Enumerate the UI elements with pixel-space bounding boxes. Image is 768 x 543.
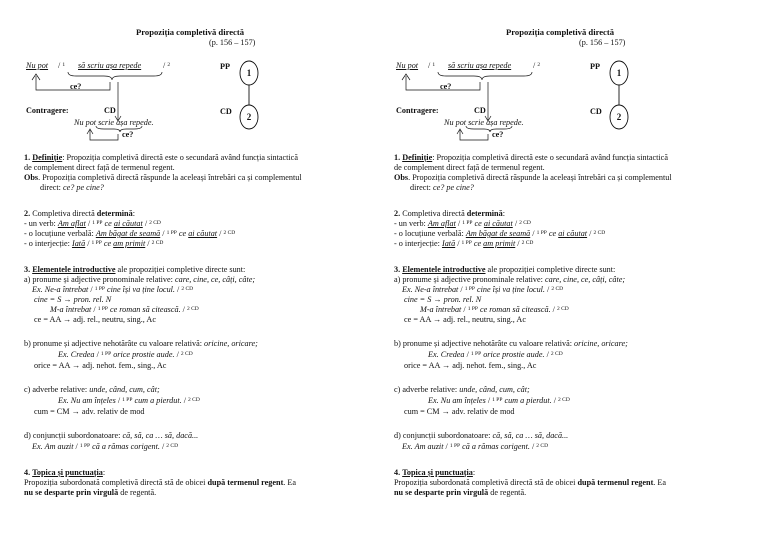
definition-line-1: 1. Definiție: Propoziția completivă directă este o secundară având funcția sintactică	[24, 153, 298, 162]
section-3d: d) conjuncții subordonatoare: că, să, ca … să, dacă...	[394, 431, 569, 440]
page-reference: (p. 156 – 157)	[209, 38, 256, 47]
contragere-sentence: Nu pot scrie așa repede.	[74, 118, 154, 127]
section-3a-analysis-1: cine = S → pron. rel. N	[34, 295, 112, 304]
contragere-label: Contragere:	[396, 106, 439, 115]
section-3d-example: Ex. Am auzit / $^{1 PP}$ că a rămas corigent. / $^{2 CD}$	[402, 442, 549, 451]
section-3a-example-1: Ex. Ne-a întrebat / $^{1 PP}$ cine își va ține locul. / $^{2 CD}$	[32, 285, 194, 294]
section-3a-example-2: M-a întrebat / $^{1 PP}$ ce roman să citească. / $^{2 CD}$	[50, 305, 199, 314]
obs-line-1: Obs. Propoziția completivă directă răspunde la aceleași întrebări ca și complementul	[394, 173, 672, 182]
diagram-question-2: ce?	[122, 130, 134, 139]
section-4-line-1: Propoziția subordonată completivă directă stă de obicei după termenul regent. Ea	[394, 478, 667, 487]
circle-2-number: 2	[246, 112, 252, 122]
section-3b-analysis: orice = AA → adj. nehot. fem., sing., Ac	[404, 361, 537, 370]
section-3a-analysis-2: ce = AA → adj. rel., neutru, sing., Ac	[34, 315, 156, 324]
obs-line-2: direct: ce? pe cine?	[40, 183, 104, 192]
section-3c: c) adverbe relative: unde, când, cum, cât;	[394, 385, 530, 394]
contragere-label: Contragere:	[26, 106, 69, 115]
section-3a: a) pronume și adjective pronominale relative: care, cine, ce, câți, câte;	[394, 275, 626, 284]
diagram-sup-2: 2	[167, 62, 171, 68]
section-4-heading: 4. Topica și punctuația:	[24, 468, 106, 477]
contragere-sentence: Nu pot scrie așa repede.	[444, 118, 524, 127]
section-2-verb: - un verb: Am aflat / $^{1 PP}$ ce ai căutat / $^{2 CD}$	[394, 219, 531, 228]
circle-2-number: 2	[616, 112, 622, 122]
section-3c: c) adverbe relative: unde, când, cum, cât;	[24, 385, 160, 394]
section-3a-example-2: M-a întrebat / $^{1 PP}$ ce roman să citească. / $^{2 CD}$	[420, 305, 569, 314]
definition-line-2: de complement direct față de termenul regent.	[24, 163, 175, 172]
contragere-cd: CD	[474, 106, 486, 115]
section-2-interjection: - o interjecție: Iată / $^{1 PP}$ ce am primit / $^{2 CD}$	[394, 239, 534, 248]
section-3c-example: Ex. Nu am înțeles / $^{1 PP}$ cum a pierdut. / $^{2 CD}$	[428, 396, 570, 405]
section-2-locution: - o locuțiune verbală: Am băgat de seamă / $^{1 PP}$ ce ai căutat / $^{2 CD}$	[24, 229, 236, 238]
section-3c-analysis: cum = CM → adv. relativ de mod	[404, 407, 515, 416]
section-3b-example: Ex. Credea / $^{1 PP}$ orice prostie aude. / $^{2 CD}$	[428, 350, 563, 359]
syntax-diagram	[24, 0, 394, 160]
diagram-sub-clause: să scriu așa repede	[78, 61, 142, 70]
page-title: Propoziția completivă directă	[506, 27, 615, 37]
section-2-interjection: - o interjecție: Iată / $^{1 PP}$ ce am primit / $^{2 CD}$	[24, 239, 164, 248]
column-left: Propoziția completivă directă (p. 156 – 157) Nu pot / $^1$ să scriu așa repede / $^2$ ce? PP CD 1 2 Contragere: CD Nu pot scrie așa repede. ce? 1. Definiție: Propoziția completivă directă este o secundară având funcția sintactică de complement direct față de termenul regent. Obs. Propoziția completivă directă răspunde la aceleași întrebări ca și complementul direct: ce? pe cine? 2. Completiva directă determină: - un verb: Am aflat / $^{1 PP}$ ce ai căutat / $^{2 CD}$ - o locuțiune verbală: Am băgat de seamă / $^{1 PP}$ ce ai căutat / $^{2 CD}$ - o interjecție: Iată / $^{1 PP}$ ce am primit / $^{2 CD}$ 3. Elementele introductive ale propoziției completive directe sunt: a) pronume și adjective pronominale relative: care, cine, ce, câți, câte; Ex. Ne-a întrebat / $^{1 PP}$ cine își va ține locul. / $^{2 CD}$ cine = S → pron. rel. N M-a întrebat / $^{1 PP}$ ce roman să citească. / $^{2 CD}$ ce = AA → adj. rel., neutru, sing., Ac b) pronume și adjective nehotărâte cu valoare relativă: oricine, oricare; Ex. Credea / $^{1 PP}$ orice prostie aude. / $^{2 CD}$ orice = AA → adj. nehot. fem., sing., Ac c) adverbe relative: unde, când, cum, cât; Ex. Nu am înțeles / $^{1 PP}$ cum a pierdut. / $^{2 CD}$ cum = CM → adv. relativ de mod d) conjuncții subordonatoare: că, să, ca … să, dacă... Ex. Am auzit / $^{1 PP}$ că a rămas corigent. / $^{2 CD}$ 4. Topica și punctuația: Propoziția subordonată completivă directă stă de obicei după termenul regent. Ea nu se desparte prin virgulă de regentă.	[24, 0, 394, 543]
pp-label: PP	[220, 62, 231, 71]
definition-line-2: de complement direct față de termenul regent.	[394, 163, 545, 172]
cd-label: CD	[590, 107, 602, 116]
obs-line-1: Obs. Propoziția completivă directă răspunde la aceleași întrebări ca și complementul	[24, 173, 302, 182]
diagram-question-1: ce?	[440, 82, 452, 91]
section-3a-analysis-1: cine = S → pron. rel. N	[404, 295, 482, 304]
section-3a: a) pronume și adjective pronominale relative: care, cine, ce, câți, câte;	[24, 275, 256, 284]
column-right: Propoziția completivă directă (p. 156 – 157) Nu pot / $^1$ să scriu așa repede / $^2$ ce? PP CD 1 2 Contragere: CD Nu pot scrie așa repede. ce? 1. Definiție: Propoziția completivă directă este o secundară având funcția sintactică de complement direct față de termenul regent. Obs. Propoziția completivă directă răspunde la aceleași întrebări ca și complementul direct: ce? pe cine? 2. Completiva directă determină: - un verb: Am aflat / $^{1 PP}$ ce ai căutat / $^{2 CD}$ - o locuțiune verbală: Am băgat de seamă / $^{1 PP}$ ce ai căutat / $^{2 CD}$ - o interjecție: Iată / $^{1 PP}$ ce am primit / $^{2 CD}$ 3. Elementele introductive ale propoziției completive directe sunt: a) pronume și adjective pronominale relative: care, cine, ce, câți, câte; Ex. Ne-a întrebat / $^{1 PP}$ cine își va ține locul. / $^{2 CD}$ cine = S → pron. rel. N M-a întrebat / $^{1 PP}$ ce roman să citească. / $^{2 CD}$ ce = AA → adj. rel., neutru, sing., Ac b) pronume și adjective nehotărâte cu valoare relativă: oricine, oricare; Ex. Credea / $^{1 PP}$ orice prostie aude. / $^{2 CD}$ orice = AA → adj. nehot. fem., sing., Ac c) adverbe relative: unde, când, cum, cât; Ex. Nu am înțeles / $^{1 PP}$ cum a pierdut. / $^{2 CD}$ cum = CM → adv. relativ de mod d) conjuncții subordonatoare: că, să, ca … să, dacă... Ex. Am auzit / $^{1 PP}$ că a rămas corigent. / $^{2 CD}$ 4. Topica și punctuația: Propoziția subordonată completivă directă stă de obicei după termenul regent. Ea nu se desparte prin virgulă de regentă.	[394, 0, 764, 543]
section-4-line-1: Propoziția subordonată completivă directă stă de obicei după termenul regent. Ea	[24, 478, 297, 487]
section-3c-analysis: cum = CM → adv. relativ de mod	[34, 407, 145, 416]
contragere-cd: CD	[104, 106, 116, 115]
section-2-heading: 2. Completiva directă determină:	[24, 209, 135, 218]
page-reference: (p. 156 – 157)	[579, 38, 626, 47]
section-2-verb: - un verb: Am aflat / $^{1 PP}$ ce ai căutat / $^{2 CD}$	[24, 219, 161, 228]
diagram-sup-2: 2	[537, 62, 541, 68]
section-3a-analysis-2: ce = AA → adj. rel., neutru, sing., Ac	[404, 315, 526, 324]
section-3b-analysis: orice = AA → adj. nehot. fem., sing., Ac	[34, 361, 167, 370]
section-2-locution: - o locuțiune verbală: Am băgat de seamă / $^{1 PP}$ ce ai căutat / $^{2 CD}$	[394, 229, 606, 238]
section-3b: b) pronume și adjective nehotărâte cu valoare relativă: oricine, oricare;	[24, 339, 258, 348]
obs-line-2: direct: ce? pe cine?	[410, 183, 474, 192]
circle-1-number: 1	[246, 68, 252, 78]
section-4-heading: 4. Topica și punctuația:	[394, 468, 476, 477]
section-3b: b) pronume și adjective nehotărâte cu valoare relativă: oricine, oricare;	[394, 339, 628, 348]
diagram-main-clause: Nu pot	[26, 61, 49, 70]
section-4-line-2: nu se desparte prin virgulă de regentă.	[24, 488, 157, 497]
diagram-question-1: ce?	[70, 82, 82, 91]
diagram-sup-1: 1	[432, 62, 436, 68]
diagram-main-clause: Nu pot	[396, 61, 419, 70]
diagram-sup-1: 1	[62, 62, 66, 68]
section-2-heading: 2. Completiva directă determină:	[394, 209, 505, 218]
cd-label: CD	[220, 107, 232, 116]
section-3b-example: Ex. Credea / $^{1 PP}$ orice prostie aude. / $^{2 CD}$	[58, 350, 193, 359]
section-3c-example: Ex. Nu am înțeles / $^{1 PP}$ cum a pierdut. / $^{2 CD}$	[58, 396, 200, 405]
page-title: Propoziția completivă directă	[136, 27, 245, 37]
section-3-heading: 3. Elementele introductive ale propoziției completive directe sunt:	[24, 265, 246, 274]
definition-line-1: 1. Definiție: Propoziția completivă directă este o secundară având funcția sintactică	[394, 153, 668, 162]
diagram-sub-clause: să scriu așa repede	[448, 61, 512, 70]
pp-label: PP	[590, 62, 601, 71]
section-3-heading: 3. Elementele introductive ale propoziției completive directe sunt:	[394, 265, 616, 274]
section-3d: d) conjuncții subordonatoare: că, să, ca … să, dacă...	[24, 431, 199, 440]
syntax-diagram	[394, 0, 764, 160]
section-3a-example-1: Ex. Ne-a întrebat / $^{1 PP}$ cine își va ține locul. / $^{2 CD}$	[402, 285, 564, 294]
diagram-question-2: ce?	[492, 130, 504, 139]
section-3d-example: Ex. Am auzit / $^{1 PP}$ că a rămas corigent. / $^{2 CD}$	[32, 442, 179, 451]
circle-1-number: 1	[616, 68, 622, 78]
section-4-line-2: nu se desparte prin virgulă de regentă.	[394, 488, 527, 497]
